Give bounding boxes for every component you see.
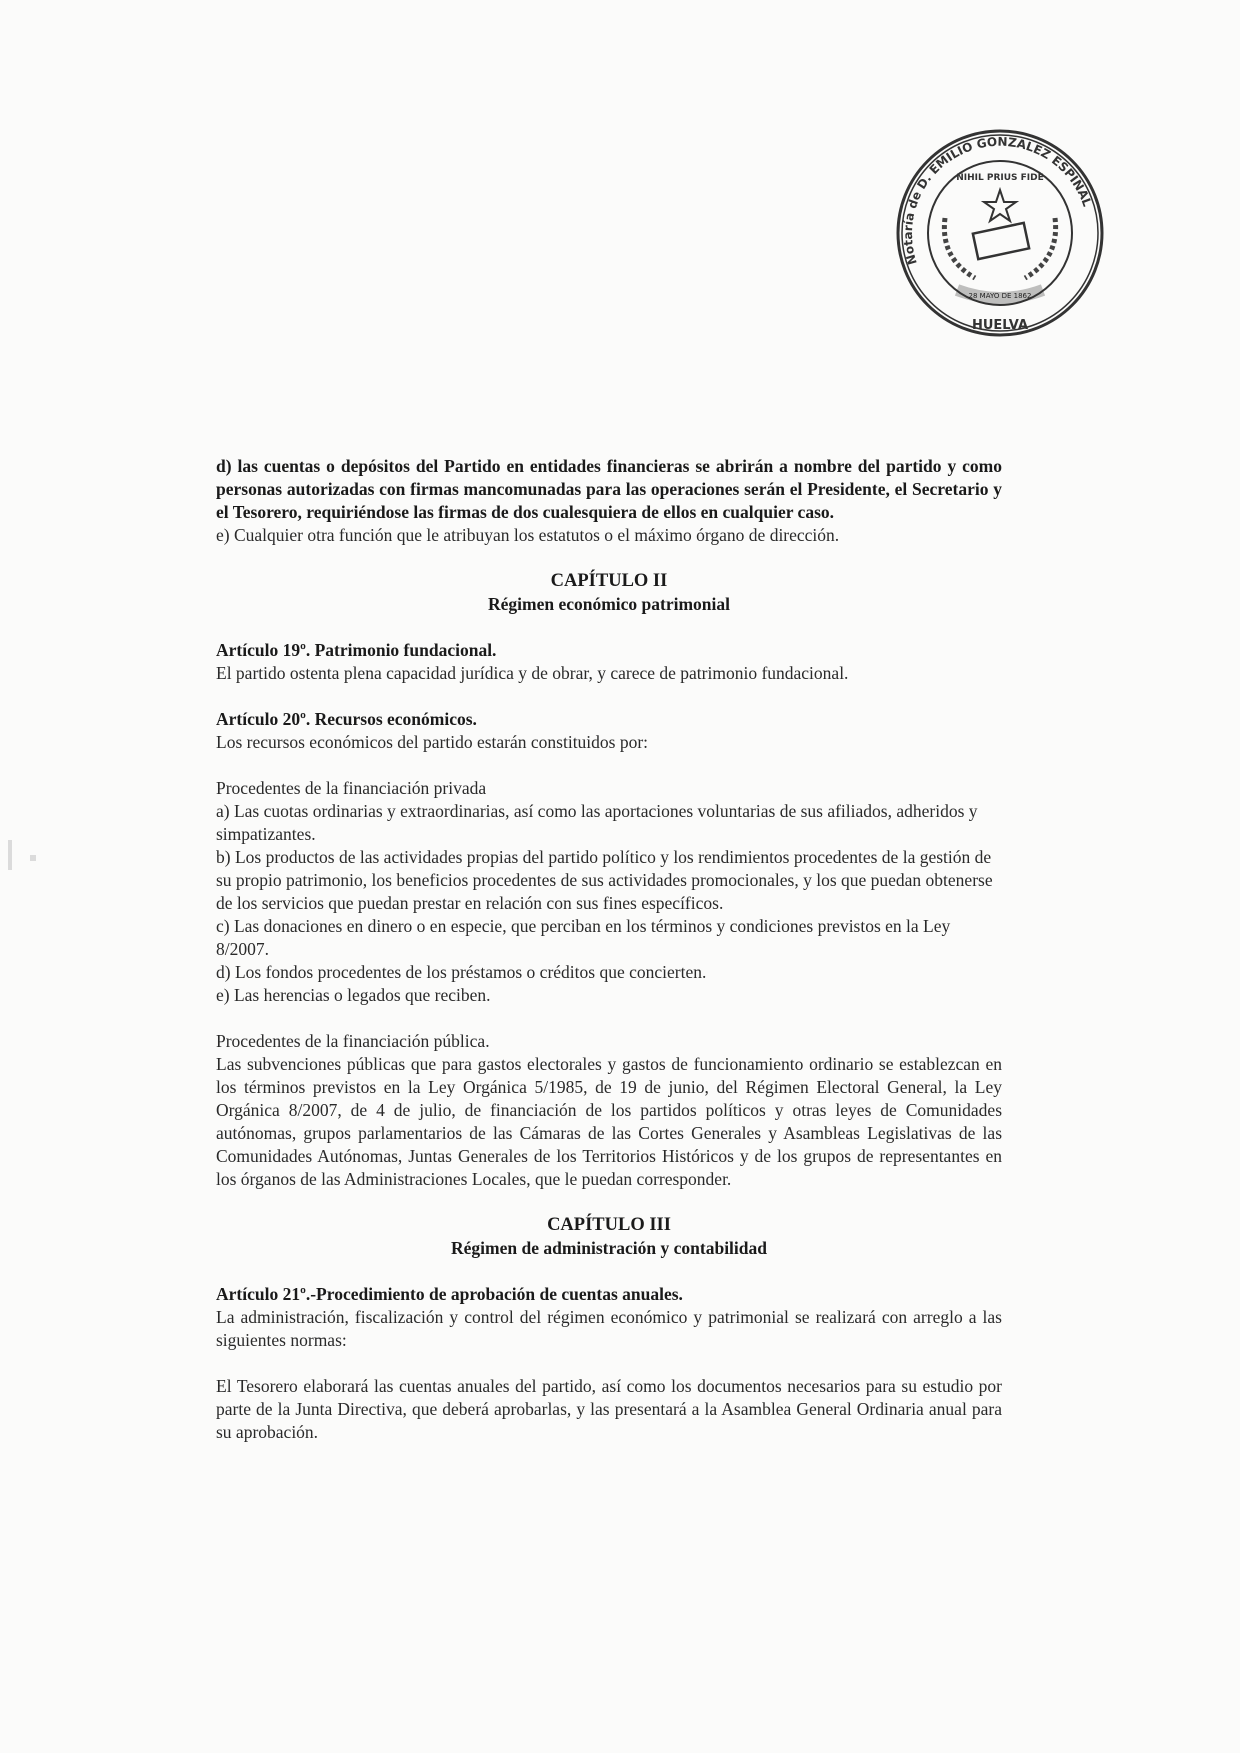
article-heading: Artículo 20º. Recursos económicos. xyxy=(216,709,477,729)
chapter-subtitle: Régimen de administración y contabilidad xyxy=(451,1238,767,1258)
article-21 xyxy=(216,1283,1002,1444)
list-item: a) Las cuotas ordinarias y extraordinarias, así como las aportaciones voluntarias de sus afiliados, adheridos y simpatizantes. xyxy=(216,801,978,844)
chapter-subtitle: Régimen económico patrimonial xyxy=(487,594,731,614)
article-19 xyxy=(216,639,1002,685)
stamp-motto: NIHIL PRIUS FIDE xyxy=(956,173,1044,183)
list-item: c) Las donaciones en dinero o en especie, que perciban en los términos y condiciones previstos en la Ley 8/2007. xyxy=(216,916,951,959)
document-body xyxy=(216,455,1002,1467)
private-financing-heading: Procedentes de la financiación privada xyxy=(216,778,487,798)
stamp-ribbon: 28 MAYO DE 1862 xyxy=(968,292,1032,300)
article-heading: Artículo 21º.-Procedimiento de aprobación de cuentas anuales. xyxy=(216,1284,683,1304)
chapter-title: CAPÍTULO II xyxy=(550,571,668,591)
stamp-city: HUELVA xyxy=(971,318,1029,333)
scan-artifact xyxy=(30,855,36,861)
chapter-title: CAPÍTULO III xyxy=(547,1215,671,1235)
list-item: e) Las herencias o legados que reciben. xyxy=(216,985,491,1005)
chapter-3-header xyxy=(216,1214,1002,1260)
chapter-2-header xyxy=(216,570,1002,616)
stamp-outer-text: Notaría de D. EMILIO GONZALEZ ESPINAL xyxy=(900,134,1095,267)
article-18-continuation xyxy=(216,455,1002,547)
item-d-bank-accounts: d) las cuentas o depósitos del Partido en entidades financieras se abrirán a nombre del partido y como personas autorizadas con firmas mancomunadas para las operaciones serán el Presidente, el Secretario y el Tesorero, requiriéndose las firmas de dos cualesquiera de ellos en cualquier caso. xyxy=(216,456,1002,522)
list-item: d) Los fondos procedentes de los préstamos o créditos que concierten. xyxy=(216,962,707,982)
item-e-other-functions: e) Cualquier otra función que le atribuyan los estatutos o el máximo órgano de dirección. xyxy=(216,525,840,545)
notary-seal-stamp xyxy=(895,128,1105,338)
article-text: El Tesorero elaborará las cuentas anuales del partido, así como los documentos necesarios para su estudio por parte de la Junta Directiva, que deberá aprobarlas, y las presentará a la Asamblea General Ordinaria anual para su aprobación. xyxy=(216,1376,1002,1442)
article-heading: Artículo 19º. Patrimonio fundacional. xyxy=(216,640,497,660)
public-financing-text: Las subvenciones públicas que para gastos electorales y gastos de funcionamiento ordinario se establezcan en los términos previstos en la Ley Orgánica 5/1985, de 19 de junio, del Régimen Electoral General, la Ley Orgánica 8/2007, de 4 de julio, de financiación de los partidos políticos y otras leyes de Comunidades autónomas, grupos parlamentarios de las Cámaras de las Cortes Generales y Asambleas Legislativas de las Comunidades Autónomas, Juntas Generales de los Territorios Históricos y de los grupos de representantes en los órganos de las Administraciones Locales, que le puedan corresponder. xyxy=(216,1054,1002,1189)
article-text: La administración, fiscalización y control del régimen económico y patrimonial se realizará con arreglo a las siguientes normas: xyxy=(216,1307,1002,1350)
scan-artifact xyxy=(8,840,12,870)
article-20 xyxy=(216,708,1002,1191)
article-text: El partido ostenta plena capacidad jurídica y de obrar, y carece de patrimonio fundacional. xyxy=(216,663,849,683)
list-item: b) Los productos de las actividades propias del partido político y los rendimientos procedentes de la gestión de su propio patrimonio, los beneficios procedentes de sus actividades promocionales, y los que puedan obtenerse de los servicios que puedan prestar en relación con sus fines específicos. xyxy=(216,847,993,913)
public-financing-heading: Procedentes de la financiación pública. xyxy=(216,1031,490,1051)
article-intro: Los recursos económicos del partido estarán constituidos por: xyxy=(216,732,649,752)
